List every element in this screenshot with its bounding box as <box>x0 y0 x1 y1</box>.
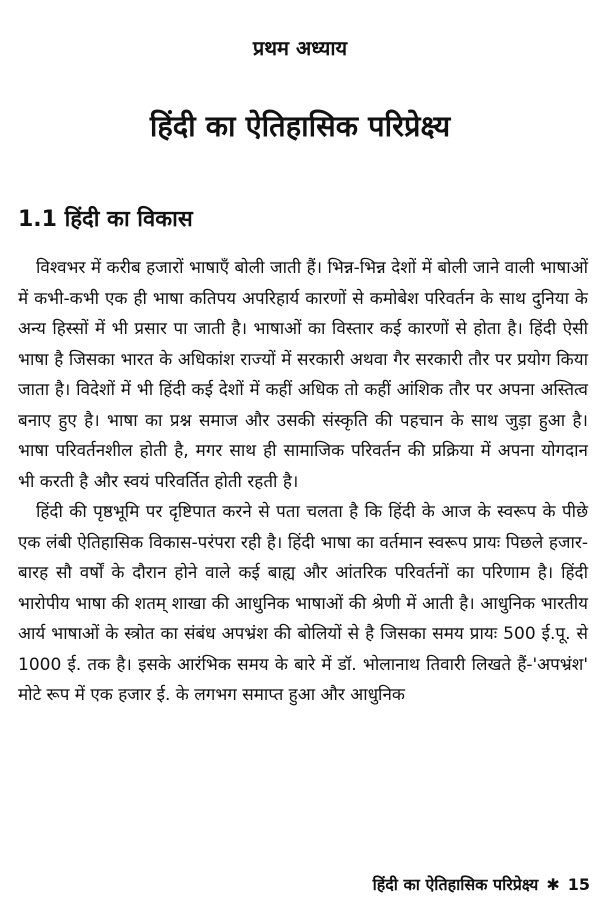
page-number: 15 <box>567 875 590 894</box>
page-footer <box>373 873 590 895</box>
section-heading: 1.1 हिंदी का विकास <box>18 207 193 232</box>
paragraph-1: विश्वभर में करीब हजारों भाषाएँ बोली जाती हैं। भिन्न-भिन्न देशों में बोली जाने वाली भाषाओं में कभी-कभी एक ही भाषा कतिपय अपरिहार्य कारणों से कमोबेश परिवर्तन के साथ दुनिया के अन्य हिस्सों में भी प्रसार पा जाती है। भाषाओं का विस्तार कई कारणों से होता है। हिंदी ऐसी भाषा है जिसका भारत के अधिकांश राज्यों में सरकारी अथवा गैर सरकारी तौर पर प्रयोग किया जाता है। विदेशों में भी हिंदी कई देशों में कहीं अधिक तो कहीं आंशिक तौर पर अपना अस्तित्व बनाए हुए है। भाषा का प्रश्न समाज और उसकी संस्कृति की पहचान के साथ जुड़ा हुआ है। भाषा परिवर्तनशील होती है, मगर साथ ही सामाजिक परिवर्तन की प्रक्रिया में अपना योगदान भी करती है और स्वयं परिवर्तित होती रहती है। <box>18 258 588 492</box>
asterisk-icon: ✱ <box>546 875 560 894</box>
running-title: हिंदी का ऐतिहासिक परिप्रेक्ष्य <box>372 875 539 894</box>
chapter-label: प्रथम अध्याय <box>252 36 348 60</box>
chapter-title: हिंदी का ऐतिहासिक परिप्रेक्ष्य <box>149 109 451 143</box>
body-text <box>18 253 588 711</box>
paragraph-2: हिंदी की पृष्ठभूमि पर दृष्टिपात करने से पता चलता है कि हिंदी के आज के स्वरूप के पीछे एक लंबी ऐतिहासिक विकास-परंपरा रही है। हिंदी भाषा का वर्तमान स्वरूप प्रायः पिछले हजार-बारह सौ वर्षों के दौरान होने वाले कई बाह्य और आंतरिक परिवर्तनों का परिणाम है। हिंदी भारोपीय भाषा की शतम् शाखा की आधुनिक भाषाओं की श्रेणी में आती है। आधुनिक भारतीय आर्य भाषाओं के स्त्रोत का संबंध अपभ्रंश की बोलियों से है जिसका समय प्रायः 500 ई.पू. से 1000 ई. तक है। इसके आरंभिक समय के बारे में डॉ. भोलानाथ तिवारी लिखते हैं-'अपभ्रंश' मोटे रूप में एक हजार ई. के लगभग समाप्त हुआ और आधुनिक <box>18 502 588 705</box>
